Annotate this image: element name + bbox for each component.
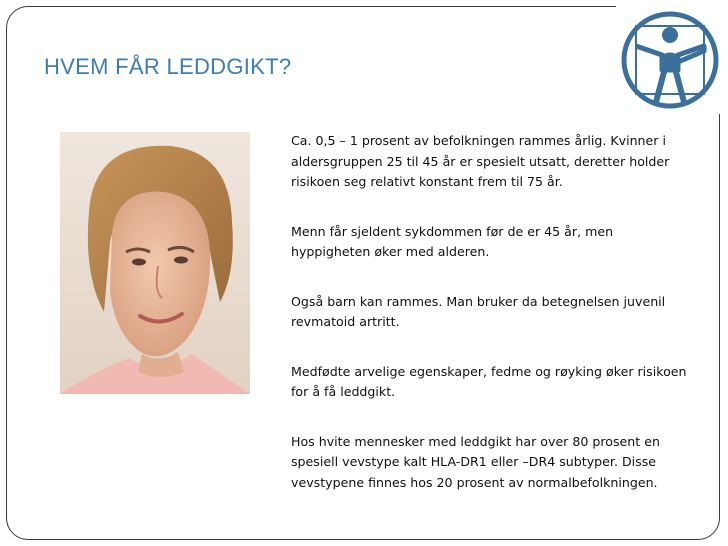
- slide-title: HVEM FÅR LEDDGIKT?: [44, 54, 292, 79]
- body-text: [291, 131, 691, 522]
- paragraph-1: Ca. 0,5 – 1 prosent av befolkningen rammes årlig. Kvinner i aldersgruppen 25 til 45 år er spesielt utsatt, deretter holder risikoen seg relativt konstant frem til 75 år.: [291, 133, 670, 189]
- vitruvian-man-icon: [616, 6, 724, 114]
- woman-portrait-image: [60, 132, 250, 394]
- paragraph-5: Hos hvite mennesker med leddgikt har over 80 prosent en spesiell vevstype kalt HLA-DR1 eller –DR4 subtyper. Disse vevstypene finnes hos 20 prosent av normalbefolkningen.: [291, 433, 660, 490]
- paragraph-4: Medfødte arvelige egenskaper, fedme og røyking øker risikoen for å få leddgikt.: [291, 363, 687, 399]
- paragraph-2: Menn får sjeldent sykdommen før de er 45 år, men hyppigheten øker med alderen.: [291, 223, 614, 259]
- paragraph-3: Også barn kan rammes. Man bruker da betegnelsen juvenil revmatoid artritt.: [291, 293, 666, 329]
